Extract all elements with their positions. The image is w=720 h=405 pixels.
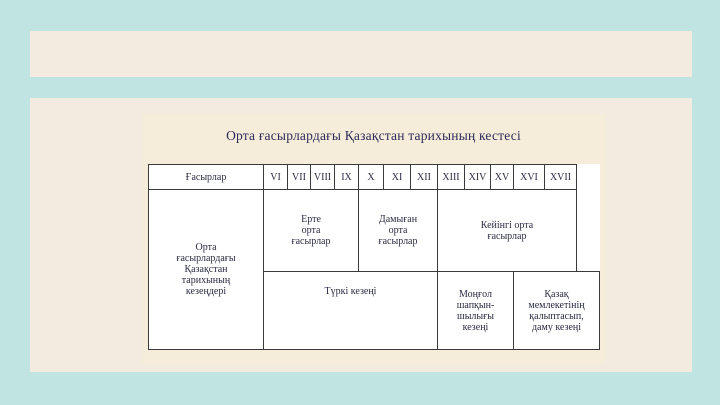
late-middle-ages-cell (438, 190, 577, 272)
century-cell: XVI (514, 165, 545, 190)
early-line: Ерте (301, 214, 321, 225)
century-cell: XV (491, 165, 514, 190)
row-label-line: ғасырлардағы (176, 253, 236, 264)
century-cell: X (359, 165, 384, 190)
century-cell: XVII (545, 165, 577, 190)
kazakh-line: қалыптасып, (529, 310, 584, 322)
kazakh-state-period-cell (514, 272, 600, 350)
kazakh-line: Қазақ (544, 288, 569, 300)
late-line: ғасырлар (487, 230, 527, 242)
header-label-cell: Ғасырлар (149, 165, 264, 190)
century-cell: VII (288, 165, 311, 190)
century-cell: XII (411, 165, 438, 190)
turkic-period-cell: Түркі кезеңі (264, 272, 438, 350)
table-periods-row (149, 190, 600, 272)
early-middle-ages-cell (264, 190, 359, 272)
mongol-line: шылығы (457, 310, 494, 322)
table-header-row (149, 165, 600, 190)
row-label-line: кезеңдері (185, 286, 227, 297)
early-line: орта (301, 225, 321, 236)
slide-title-bar (30, 31, 692, 77)
century-cell: XI (384, 165, 411, 190)
history-periods-table (148, 164, 600, 350)
table-title: Орта ғасырлардағы Қазақстан тарихының кестесі (226, 128, 521, 143)
century-cell: XIII (438, 165, 465, 190)
row-label-line: Орта (195, 242, 217, 253)
row-label-line: тарихының (181, 275, 231, 286)
developed-line: Дамыған (378, 214, 418, 225)
kazakh-line: мемлекетінің (528, 299, 585, 311)
developed-middle-ages-cell (359, 190, 438, 272)
mongol-line: Моңғол (459, 288, 492, 300)
mongol-line: кезеңі (462, 321, 489, 333)
century-cell: XIV (465, 165, 491, 190)
developed-line: орта (388, 225, 408, 236)
row-label-line: Қазақстан (184, 264, 228, 275)
kazakh-line: даму кезеңі (531, 321, 582, 333)
mongol-line: шапқын- (456, 299, 495, 311)
century-cell: IX (335, 165, 359, 190)
scanned-table-image (142, 114, 605, 364)
developed-line: ғасырлар (378, 236, 418, 247)
century-cell: VI (264, 165, 288, 190)
row-label-cell (149, 190, 264, 350)
century-cell: VIII (311, 165, 335, 190)
early-line: ғасырлар (291, 236, 331, 247)
mongol-period-cell (438, 272, 514, 350)
late-line: Кейінгі орта (480, 219, 534, 231)
